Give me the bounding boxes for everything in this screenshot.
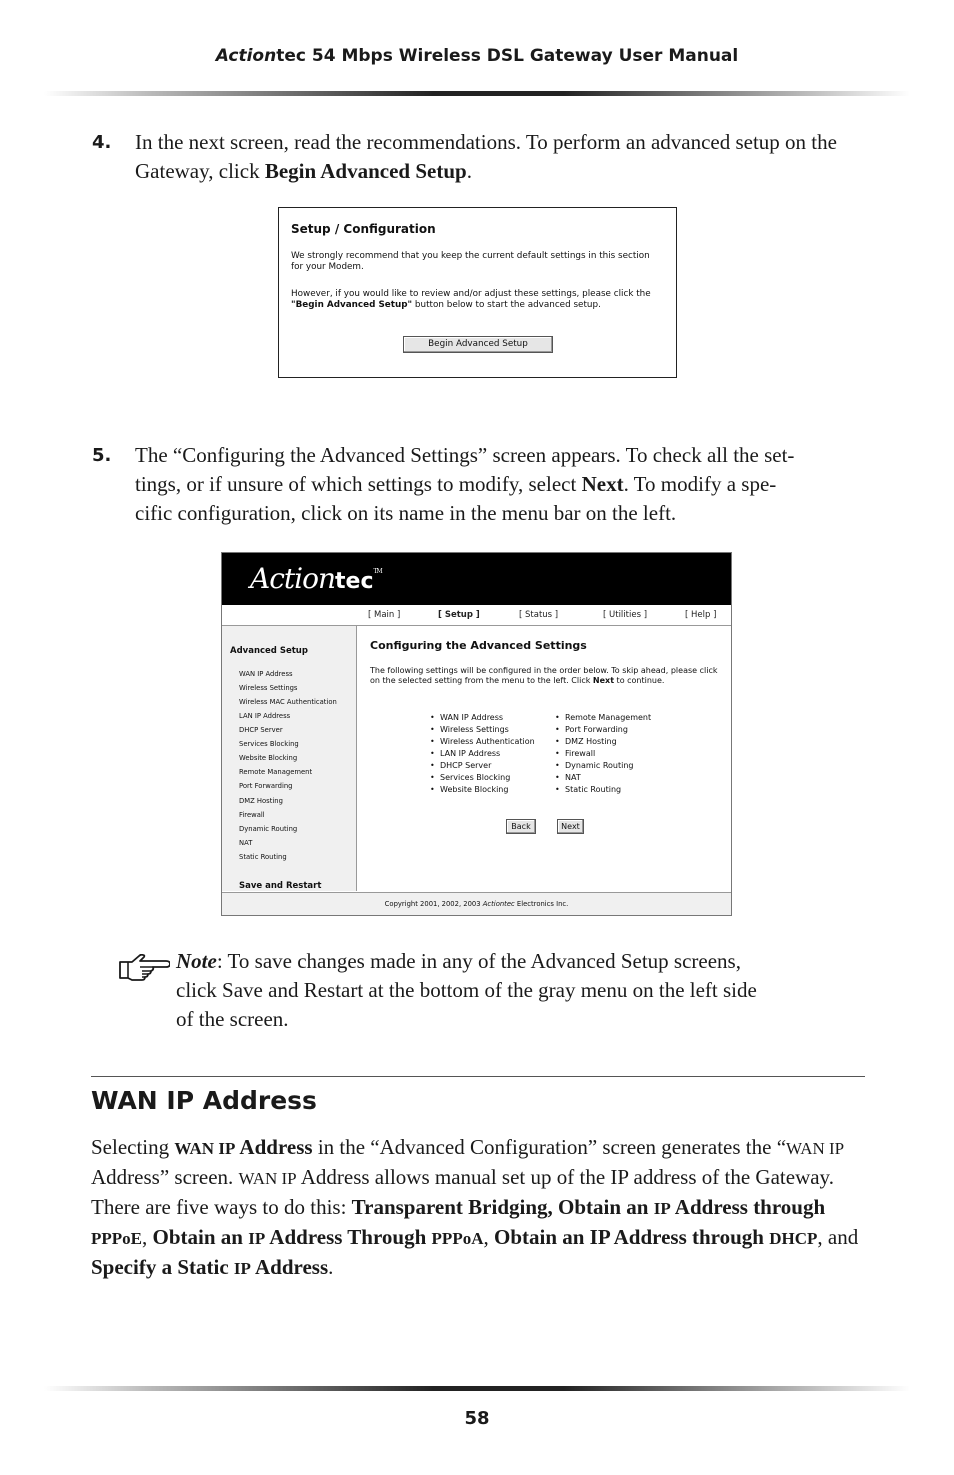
sidebar-item-static-routing[interactable]: Static Routing	[239, 853, 287, 861]
list-item: • Wireless Authentication	[430, 736, 535, 748]
step-text-end: .	[466, 159, 472, 183]
list-item: • DMZ Hosting	[555, 736, 651, 748]
settings-list-right	[555, 712, 651, 796]
para-text: Selecting	[91, 1135, 175, 1159]
list-item: • Services Blocking	[430, 772, 535, 784]
list-item: • DHCP Server	[430, 760, 535, 772]
step-4	[92, 128, 872, 186]
back-button[interactable]: Back	[506, 819, 536, 834]
intro-text-end: to continue.	[614, 676, 665, 685]
step-line-1: The “Configuring the Advanced Settings” screen appears. To check all the set-	[135, 443, 795, 467]
shot1-title: Setup / Configuration	[291, 222, 436, 236]
footer-italic: Actiontec	[482, 900, 515, 908]
para-bold-smallcaps: DHCP	[769, 1229, 818, 1248]
para-smallcaps: WAN IP	[786, 1139, 845, 1158]
step-line-2-end: . To modify a spe-	[623, 472, 777, 496]
sidebar-item-services-blocking[interactable]: Services Blocking	[239, 740, 299, 748]
sidebar-item-dhcp-server[interactable]: DHCP Server	[239, 726, 283, 734]
step-number: 4.	[92, 132, 112, 153]
step-5	[92, 441, 872, 528]
settings-list-left	[430, 712, 535, 796]
list-item: • Firewall	[555, 748, 651, 760]
header-rule	[44, 91, 910, 96]
sidebar-item-wan-ip-address[interactable]: WAN IP Address	[239, 670, 293, 678]
logo-tec: tec	[335, 569, 374, 594]
note-label: Note	[176, 949, 217, 973]
nav-utilities[interactable]: [ Utilities ]	[603, 610, 648, 620]
sidebar-item-website-blocking[interactable]: Website Blocking	[239, 754, 298, 762]
nav-status[interactable]: [ Status ]	[519, 610, 559, 620]
note	[176, 947, 776, 1034]
sidebar-item-port-forwarding[interactable]: Port Forwarding	[239, 782, 293, 790]
para-bold-smallcaps: IP	[248, 1229, 266, 1248]
para-bold: Obtain an IP Address through	[493, 1225, 770, 1249]
para-bold: Obtain an	[152, 1225, 249, 1249]
sidebar-item-nat[interactable]: NAT	[239, 839, 253, 847]
running-header	[0, 46, 954, 66]
para-bold: Address	[235, 1135, 313, 1159]
sidebar-item-firewall[interactable]: Firewall	[239, 811, 265, 819]
shot1-p2-text-end: button below to start the advanced setup.	[412, 300, 601, 310]
section-rule	[91, 1076, 865, 1077]
list-item: • Port Forwarding	[555, 724, 651, 736]
para-bold: Address through	[670, 1195, 826, 1219]
begin-advanced-setup-button[interactable]: Begin Advanced Setup	[403, 336, 553, 353]
actiontec-logo	[250, 562, 382, 595]
sidebar-item-wireless-mac-authentication[interactable]: Wireless MAC Authentication	[239, 698, 337, 706]
para-bold: Transparent Bridging, Obtain an	[351, 1195, 654, 1219]
list-item: • Dynamic Routing	[555, 760, 651, 772]
list-item: • Static Routing	[555, 784, 651, 796]
intro-text: The following settings will be configured in the order below. To skip ahead, please click on the selected setting from the menu to the left. Click	[370, 666, 718, 685]
step-bold: Begin Advanced Setup	[264, 159, 467, 183]
page-number: 58	[464, 1408, 490, 1429]
sidebar-item-remote-management[interactable]: Remote Management	[239, 768, 313, 776]
para-text: ,	[142, 1225, 153, 1249]
advanced-settings-screenshot	[221, 552, 732, 916]
step-line-2	[135, 470, 872, 499]
shot1-paragraph-2	[291, 289, 661, 311]
list-item: • NAT	[555, 772, 651, 784]
sidebar-item-dynamic-routing[interactable]: Dynamic Routing	[239, 825, 298, 833]
step-line-2-bold: Next	[581, 472, 624, 496]
para-bold: Address Through	[265, 1225, 432, 1249]
note-text: : To save changes made in any of the Advanced Setup screens, click Save and Restart at the bottom of the gray menu on the left side of the screen.	[176, 949, 757, 1031]
footer-rule	[44, 1386, 910, 1391]
banner	[222, 553, 731, 605]
sidebar-item-wireless-settings[interactable]: Wireless Settings	[239, 684, 298, 692]
para-bold-smallcaps: IP	[653, 1199, 671, 1218]
footer-text-end: Electronics Inc.	[514, 900, 569, 908]
next-button[interactable]: Next	[557, 819, 584, 834]
para-bold-smallcaps: PPPoE	[91, 1229, 142, 1248]
step-line-3: cific configuration, click on its name in the menu bar on the left.	[135, 501, 677, 525]
para-text: Address allows manual set up of the IP address of the Gateway. There are five ways to do this:	[91, 1165, 834, 1219]
para-bold-smallcaps: PPPoA	[431, 1229, 484, 1248]
para-text: .	[328, 1255, 334, 1279]
shot1-p2-text: However, if you would like to review and/or adjust these settings, please click the	[291, 289, 651, 299]
para-bold: Specify a Static	[91, 1255, 234, 1279]
step-text: In the next screen, read the recommendations. To perform an advanced setup on the Gateway, click	[135, 130, 837, 183]
copyright-footer	[222, 892, 731, 916]
sidebar	[222, 626, 357, 891]
content-heading: Configuring the Advanced Settings	[370, 639, 587, 652]
header-brand: Action	[215, 46, 277, 66]
para-bold-smallcaps: WAN IP	[174, 1139, 236, 1158]
list-item: • LAN IP Address	[430, 748, 535, 760]
nav-help[interactable]: [ Help ]	[685, 610, 717, 620]
step-number: 5.	[92, 445, 112, 466]
sidebar-heading: Advanced Setup	[230, 646, 308, 656]
intro-bold: Next	[592, 676, 615, 685]
list-item: • Website Blocking	[430, 784, 535, 796]
nav-main[interactable]: [ Main ]	[368, 610, 401, 620]
shot1-paragraph-1: We strongly recommend that you keep the current default settings in this section for your Modem.	[291, 251, 650, 272]
para-bold: Address	[250, 1255, 329, 1279]
sidebar-item-dmz-hosting[interactable]: DMZ Hosting	[239, 797, 283, 805]
pointing-hand-icon	[118, 954, 170, 982]
sidebar-item-lan-ip-address[interactable]: LAN IP Address	[239, 712, 291, 720]
para-text: Address” screen.	[91, 1165, 239, 1189]
logo-tm: TM	[373, 568, 382, 575]
step-line-2-text: tings, or if unsure of which settings to modify, select	[135, 472, 582, 496]
para-bold-smallcaps: IP	[233, 1259, 251, 1278]
header-title-text: tec 54 Mbps Wireless DSL Gateway User Manual	[276, 46, 739, 66]
para-text: in the “Advanced Configuration” screen generates the “	[312, 1135, 787, 1159]
para-text: ,	[483, 1225, 494, 1249]
para-smallcaps: WAN IP	[238, 1169, 297, 1188]
sidebar-item-save-and-restart[interactable]: Save and Restart	[239, 881, 322, 891]
shot1-p2-bold: "Begin Advanced Setup"	[291, 300, 413, 310]
list-item: • WAN IP Address	[430, 712, 535, 724]
para-text: , and	[817, 1225, 859, 1249]
setup-configuration-screenshot	[278, 207, 677, 378]
content-intro	[370, 666, 720, 686]
section-title: WAN IP Address	[91, 1086, 317, 1115]
footer-text: Copyright 2001, 2002, 2003	[384, 900, 483, 908]
list-item: • Wireless Settings	[430, 724, 535, 736]
section-paragraph	[91, 1133, 871, 1283]
logo-script: Action	[250, 562, 335, 595]
nav-setup[interactable]: [ Setup ]	[438, 610, 480, 620]
list-item: • Remote Management	[555, 712, 651, 724]
